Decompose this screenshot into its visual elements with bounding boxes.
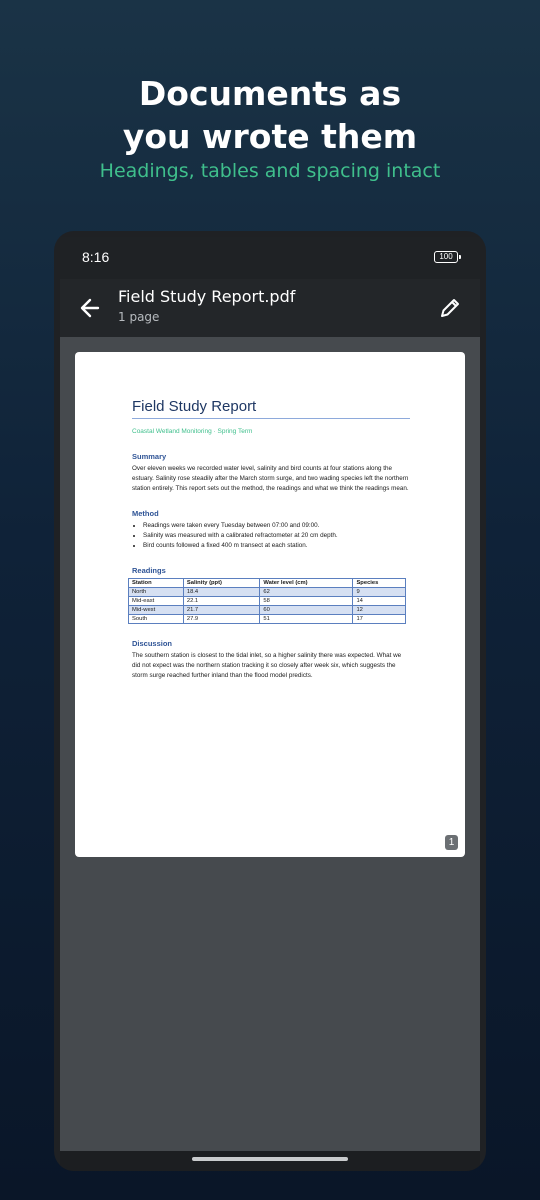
summary-text: Over eleven weeks we recorded water level, salinity and bird counts at four stations along the estuary. Salinity rose steadily after the March storm surge, and two wading species left the northern station entirely. This report sets out the method, the readings and what we think the readings mean.: [132, 465, 409, 492]
table-header-row: [129, 579, 406, 588]
device-frame: [54, 231, 486, 1171]
document-page-count: 1 page: [118, 310, 160, 324]
document-page[interactable]: [75, 352, 465, 857]
discussion-heading: Discussion: [132, 639, 173, 648]
status-bar: [60, 237, 480, 279]
column-header: Species: [353, 579, 406, 588]
table-cell: 22.1: [183, 597, 259, 606]
edit-button[interactable]: [434, 292, 466, 324]
table-cell: Mid-west: [129, 606, 184, 615]
document-viewer[interactable]: [60, 337, 480, 1151]
hero-title-line-2: you wrote them: [122, 117, 418, 156]
page-number-badge: 1: [445, 835, 458, 850]
pencil-icon: [434, 292, 466, 324]
table-cell: 58: [260, 597, 353, 606]
hero-title-line-1: Documents as: [138, 74, 402, 113]
list-item: • Bird counts followed a fixed 400 m transect at each station.: [143, 541, 410, 551]
table-cell: North: [129, 588, 184, 597]
table-cell: 9: [353, 588, 406, 597]
readings-heading: Readings: [132, 566, 166, 575]
table-cell: 12: [353, 606, 406, 615]
table-cell: 17: [353, 615, 406, 624]
table-row: [129, 588, 406, 597]
page-content: [132, 398, 410, 681]
table-row: [129, 597, 406, 606]
table-row: [129, 606, 406, 615]
hero-subtitle: Headings, tables and spacing intact: [99, 160, 441, 182]
table-cell: South: [129, 615, 184, 624]
report-title: Field Study Report: [132, 398, 410, 419]
back-button[interactable]: [74, 292, 106, 324]
table-cell: 21.7: [183, 606, 259, 615]
table-row: [129, 615, 406, 624]
document-title: Field Study Report.pdf: [118, 287, 296, 306]
discussion-text: The southern station is closest to the tidal inlet, so a higher salinity there was expected. What we did not expect was the northern station tracking it so closely after week six, which suggests the storm surge reached further inland than the flood model predicts.: [132, 652, 402, 679]
report-subtitle: Coastal Wetland Monitoring · Spring Term: [132, 428, 253, 435]
method-list: [132, 521, 410, 551]
readings-table: [128, 578, 406, 624]
battery-icon: 100: [434, 251, 458, 263]
hero-title: [0, 72, 540, 158]
table-cell: 51: [260, 615, 353, 624]
table-cell: 18.4: [183, 588, 259, 597]
table-cell: Mid-east: [129, 597, 184, 606]
table-cell: 27.9: [183, 615, 259, 624]
column-header: Station: [129, 579, 184, 588]
status-time: 8:16: [82, 249, 110, 265]
summary-heading: Summary: [132, 452, 167, 461]
column-header: Water level (cm): [260, 579, 353, 588]
method-heading: Method: [132, 509, 159, 518]
list-item: • Readings were taken every Tuesday between 07:00 and 09:00.: [143, 521, 410, 531]
table-cell: 62: [260, 588, 353, 597]
home-indicator[interactable]: [192, 1157, 348, 1161]
column-header: Salinity (ppt): [183, 579, 259, 588]
table-cell: 14: [353, 597, 406, 606]
app-bar: [60, 279, 480, 337]
table-cell: 60: [260, 606, 353, 615]
arrow-left-icon: [74, 292, 106, 324]
navigation-bar: [60, 1151, 480, 1171]
list-item: • Salinity was measured with a calibrated refractometer at 20 cm depth.: [143, 531, 410, 541]
